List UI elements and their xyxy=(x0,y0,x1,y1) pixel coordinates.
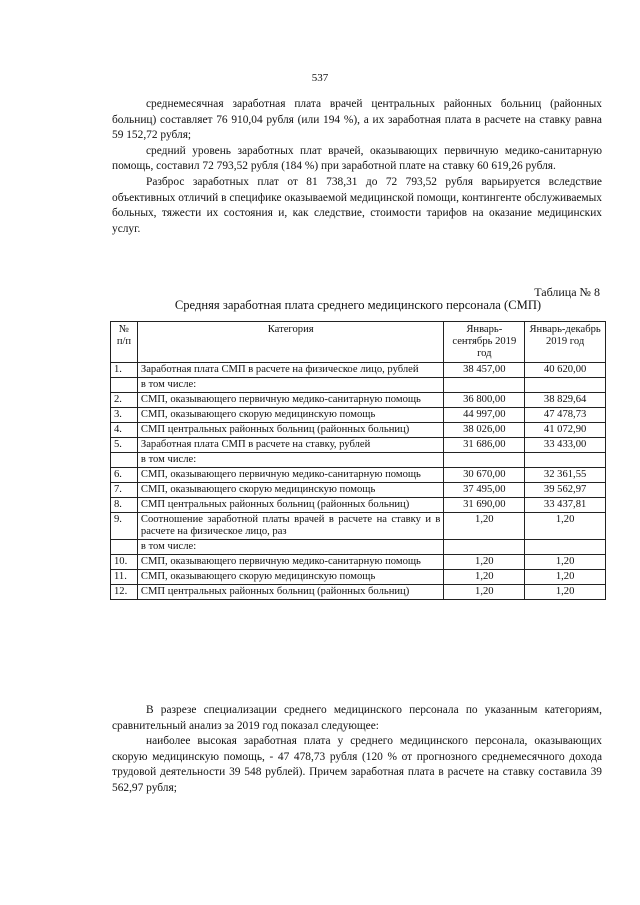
table-row xyxy=(111,483,606,498)
row-category: СМП, оказывающего скорую медицинскую помощь xyxy=(137,570,444,585)
row-value-jan-sep: 31 686,00 xyxy=(444,438,525,453)
row-value-jan-sep xyxy=(444,540,525,555)
table-caption: Таблица № 8 xyxy=(534,285,600,299)
paragraph: Разброс заработных плат от 81 738,31 до 72 793,52 рубля варьируется вследствие объективных отличий в специфике оказываемой медицинской помощи, контингенте обслуживаемых больных, тяжести их состояния и, как следствие, стоимости тарифов на оказание медицинских услуг. xyxy=(112,175,602,235)
row-value-jan-sep: 38 026,00 xyxy=(444,423,525,438)
header-num: № п/п xyxy=(111,322,138,363)
row-value-jan-dec: 1,20 xyxy=(525,570,606,585)
row-value-jan-sep xyxy=(444,378,525,393)
row-value-jan-dec: 47 478,73 xyxy=(525,408,606,423)
row-category: СМП центральных районных больниц (районных больниц) xyxy=(137,585,444,600)
table-title: Средняя заработная плата среднего медицинского персонала (СМП) xyxy=(174,298,542,312)
row-category: СМП, оказывающего первичную медико-санитарную помощь xyxy=(137,555,444,570)
row-num: 9. xyxy=(111,513,138,540)
row-num: 8. xyxy=(111,498,138,513)
row-value-jan-dec: 33 437,81 xyxy=(525,498,606,513)
table-row xyxy=(111,570,606,585)
row-value-jan-sep: 37 495,00 xyxy=(444,483,525,498)
row-num: 4. xyxy=(111,423,138,438)
row-value-jan-sep: 30 670,00 xyxy=(444,468,525,483)
row-value-jan-sep: 1,20 xyxy=(444,513,525,540)
row-value-jan-dec: 40 620,00 xyxy=(525,363,606,378)
row-num xyxy=(111,453,138,468)
table-row xyxy=(111,408,606,423)
paragraph: среднемесячная заработная плата врачей центральных районных больниц (районных больниц) составляет 76 910,04 рубля (или 194 %), а их заработная плата в расчете на ставку равна 59 152,72 рубля; xyxy=(112,98,602,142)
row-value-jan-sep: 36 800,00 xyxy=(444,393,525,408)
row-value-jan-dec: 1,20 xyxy=(525,555,606,570)
row-num: 7. xyxy=(111,483,138,498)
table-row xyxy=(111,498,606,513)
paragraph: наиболее высокая заработная плата у среднего медицинского персонала, оказывающих скорую медицинскую помощь, - 47 478,73 рубля (120 % от прогнозного среднемесячного дохода трудовой деятельности 39 548 рублей). Причем заработная плата в расчете на ставку составила 39 562,97 рубля; xyxy=(112,735,602,794)
row-category: СМП, оказывающего скорую медицинскую помощь xyxy=(137,483,444,498)
row-category: СМП центральных районных больниц (районных больниц) xyxy=(137,498,444,513)
row-value-jan-dec xyxy=(525,453,606,468)
table-row xyxy=(111,423,606,438)
closing-text xyxy=(112,703,602,797)
row-category: СМП, оказывающего скорую медицинскую помощь xyxy=(137,408,444,423)
row-num xyxy=(111,378,138,393)
row-category: СМП, оказывающего первичную медико-санитарную помощь xyxy=(137,393,444,408)
row-num: 2. xyxy=(111,393,138,408)
header-jan-dec: Январь-декабрь 2019 год xyxy=(525,322,606,363)
row-category: в том числе: xyxy=(137,378,444,393)
table-row xyxy=(111,363,606,378)
row-category: СМП центральных районных больниц (районных больниц) xyxy=(137,423,444,438)
row-category: Заработная плата СМП в расчете на физическое лицо, рублей xyxy=(137,363,444,378)
row-category: в том числе: xyxy=(137,453,444,468)
table-row xyxy=(111,378,606,393)
row-category: Соотношение заработной платы врачей в расчете на ставку и в расчете на физическое лицо, раз xyxy=(137,513,444,540)
table-row xyxy=(111,438,606,453)
page-number: 537 xyxy=(311,72,329,84)
header-category: Категория xyxy=(137,322,444,363)
row-category: Заработная плата СМП в расчете на ставку, рублей xyxy=(137,438,444,453)
row-num: 6. xyxy=(111,468,138,483)
row-category: СМП, оказывающего первичную медико-санитарную помощь xyxy=(137,468,444,483)
table-row xyxy=(111,585,606,600)
row-value-jan-sep: 1,20 xyxy=(444,585,525,600)
table-row xyxy=(111,540,606,555)
salary-table xyxy=(110,321,606,600)
table-row xyxy=(111,513,606,540)
intro-text xyxy=(112,97,602,237)
row-value-jan-sep xyxy=(444,453,525,468)
row-value-jan-sep: 1,20 xyxy=(444,555,525,570)
row-value-jan-sep: 1,20 xyxy=(444,570,525,585)
row-num: 3. xyxy=(111,408,138,423)
row-category: в том числе: xyxy=(137,540,444,555)
row-value-jan-dec: 1,20 xyxy=(525,513,606,540)
table-row xyxy=(111,393,606,408)
table-row xyxy=(111,555,606,570)
table-header-row xyxy=(111,322,606,363)
table-row xyxy=(111,453,606,468)
header-jan-sep: Январь-сентябрь 2019 год xyxy=(444,322,525,363)
row-num: 11. xyxy=(111,570,138,585)
row-value-jan-dec xyxy=(525,540,606,555)
row-value-jan-dec: 33 433,00 xyxy=(525,438,606,453)
row-value-jan-dec: 41 072,90 xyxy=(525,423,606,438)
row-value-jan-dec xyxy=(525,378,606,393)
row-value-jan-dec: 32 361,55 xyxy=(525,468,606,483)
row-value-jan-sep: 31 690,00 xyxy=(444,498,525,513)
paragraph: В разрезе специализации среднего медицинского персонала по указанным категориям, сравнительный анализ за 2019 год показал следующее: xyxy=(112,704,602,732)
row-value-jan-sep: 44 997,00 xyxy=(444,408,525,423)
row-value-jan-sep: 38 457,00 xyxy=(444,363,525,378)
row-num: 12. xyxy=(111,585,138,600)
row-num xyxy=(111,540,138,555)
row-num: 1. xyxy=(111,363,138,378)
table-row xyxy=(111,468,606,483)
row-value-jan-dec: 1,20 xyxy=(525,585,606,600)
row-value-jan-dec: 38 829,64 xyxy=(525,393,606,408)
row-value-jan-dec: 39 562,97 xyxy=(525,483,606,498)
row-num: 10. xyxy=(111,555,138,570)
paragraph: средний уровень заработных плат врачей, оказывающих первичную медико-санитарную помощь, составил 72 793,52 рубля (184 %) при заработной плате на ставку 60 619,26 рубля. xyxy=(112,144,602,173)
row-num: 5. xyxy=(111,438,138,453)
